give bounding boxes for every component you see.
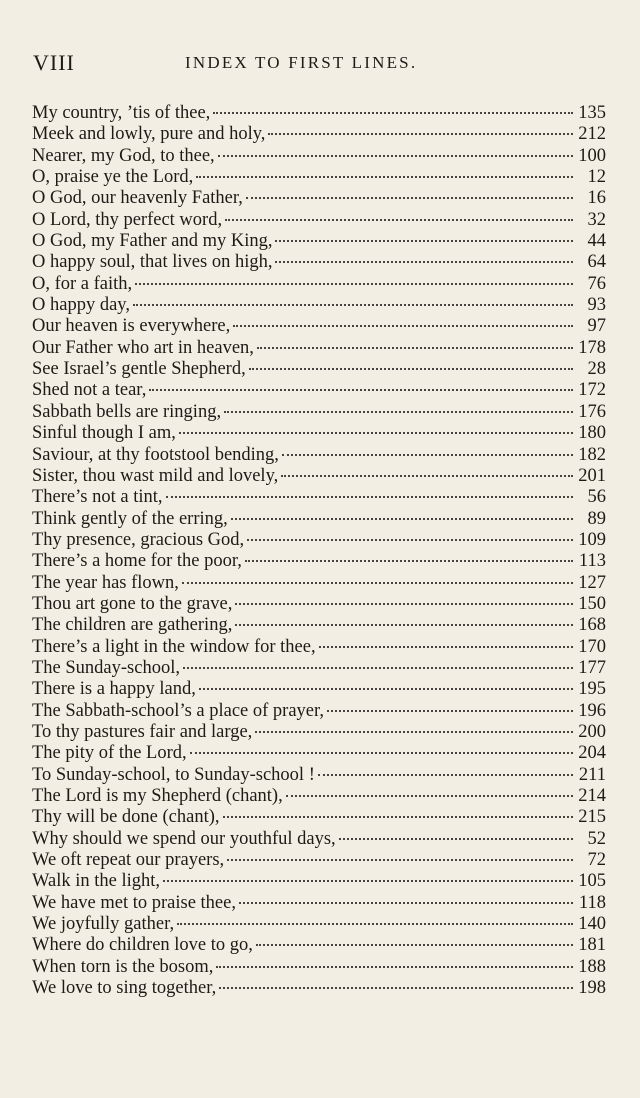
first-line-text: The pity of the Lord, [32, 743, 187, 764]
hymn-number: 113 [578, 551, 606, 572]
dot-leader [225, 218, 573, 221]
hymn-number: 28 [587, 359, 606, 380]
dot-leader [286, 794, 573, 797]
first-line-text: O, praise ye the Lord, [32, 167, 194, 188]
hymn-number: 172 [578, 380, 606, 401]
index-entry [32, 423, 606, 444]
hymn-number: 182 [578, 444, 606, 465]
first-line-text: Where do children love to go, [32, 935, 253, 956]
index-entry [32, 402, 606, 423]
first-line-text: The Sabbath-school’s a place of prayer, [32, 700, 325, 721]
running-title: INDEX TO FIRST LINES. [185, 53, 418, 72]
first-line-text: O God, our heavenly Father, [32, 188, 243, 209]
first-line-text: To Sunday-school, to Sunday-school ! [32, 764, 315, 785]
index-entry [32, 701, 606, 722]
index-entry [32, 978, 606, 999]
index-entry [32, 551, 606, 572]
first-line-text: O happy day, [32, 295, 130, 316]
dot-leader [339, 837, 573, 840]
index-entry [32, 103, 606, 124]
first-line-text: Nearer, my God, to thee, [32, 145, 215, 166]
dot-leader [255, 730, 573, 733]
first-line-text: Thy will be done (chant), [32, 807, 220, 828]
dot-leader [216, 965, 573, 968]
index-entry [32, 765, 606, 786]
first-line-text: Our Father who art in heaven, [32, 337, 254, 358]
dot-leader [183, 666, 573, 669]
index-entry [32, 679, 606, 700]
index-entry [32, 829, 606, 850]
hymn-number: 12 [587, 167, 606, 188]
hymn-number: 72 [587, 850, 606, 871]
dot-leader [239, 901, 573, 904]
dot-leader [246, 196, 573, 199]
first-line-text: Thou art gone to the grave, [32, 593, 233, 614]
hymn-number: 168 [578, 615, 606, 636]
dot-leader [281, 474, 573, 477]
dot-leader [319, 645, 573, 648]
dot-leader [235, 623, 573, 626]
page-number: VIII [33, 50, 75, 75]
index-entry [32, 295, 606, 316]
index-entry [32, 871, 606, 892]
dot-leader [163, 879, 573, 882]
first-line-text: Sinful though I am, [32, 423, 176, 444]
dot-leader [275, 260, 573, 263]
index-entry [32, 637, 606, 658]
hymn-number: 140 [578, 914, 606, 935]
index-entry [32, 573, 606, 594]
dot-leader [218, 154, 573, 157]
index-entry [32, 893, 606, 914]
dot-leader [190, 751, 573, 754]
first-line-text: To thy pastures fair and large, [32, 721, 253, 742]
first-line-text: O happy soul, that lives on high, [32, 252, 273, 273]
index-entry [32, 743, 606, 764]
first-line-text: Why should we spend our youthful days, [32, 828, 336, 849]
dot-leader [177, 922, 573, 925]
first-line-text: O God, my Father and my King, [32, 231, 273, 252]
first-line-text: There’s a light in the window for thee, [32, 636, 316, 657]
first-line-text: Sabbath bells are ringing, [32, 401, 222, 422]
dot-leader [327, 709, 573, 712]
first-line-text: The children are gathering, [32, 615, 233, 636]
index-entry [32, 530, 606, 551]
index-entry [32, 807, 606, 828]
hymn-number: 188 [578, 956, 606, 977]
index-entry [32, 316, 606, 337]
index-entry [32, 380, 606, 401]
first-line-text: Thy presence, gracious God, [32, 529, 245, 550]
hymn-number: 100 [578, 145, 606, 166]
dot-leader [166, 495, 574, 498]
dot-leader [213, 111, 573, 114]
hymn-number: 195 [578, 679, 606, 700]
dot-leader [199, 687, 573, 690]
hymn-number: 76 [587, 273, 606, 294]
index-entry [32, 914, 606, 935]
dot-leader [196, 175, 573, 178]
hymn-number: 178 [578, 337, 606, 358]
index-entry [32, 786, 606, 807]
first-line-text: The year has flown, [32, 572, 179, 593]
index-entry [32, 509, 606, 530]
first-line-text: Sister, thou wast mild and lovely, [32, 465, 279, 486]
hymn-number: 181 [578, 935, 606, 956]
hymn-number: 52 [587, 828, 606, 849]
dot-leader [233, 324, 573, 327]
hymn-number: 109 [578, 529, 606, 550]
index-entry [32, 445, 606, 466]
dot-leader [133, 303, 573, 306]
dot-leader [182, 581, 573, 584]
dot-leader [135, 282, 573, 285]
hymn-number: 177 [578, 657, 606, 678]
hymn-number: 56 [587, 487, 606, 508]
index-entry [32, 615, 606, 636]
index-entry [32, 850, 606, 871]
first-line-text: The Lord is my Shepherd (chant), [32, 786, 283, 806]
index-entry [32, 466, 606, 487]
first-line-text: The Sunday-school, [32, 657, 180, 678]
index-entry [32, 124, 606, 145]
hymn-number: 204 [578, 743, 606, 764]
hymn-number: 170 [578, 636, 606, 657]
first-line-text: Walk in the light, [32, 871, 160, 892]
dot-leader [224, 410, 573, 413]
hymn-number: 127 [578, 572, 606, 593]
hymn-number: 200 [578, 721, 606, 742]
hymn-number: 93 [587, 295, 606, 316]
index-entry [32, 935, 606, 956]
hymn-number: 180 [578, 423, 606, 444]
page-header [33, 50, 611, 76]
dot-leader [245, 559, 573, 562]
index-entry [32, 594, 606, 615]
index-entry [32, 210, 606, 231]
index-entry [32, 146, 606, 167]
hymn-number: 89 [587, 508, 606, 529]
first-line-text: Shed not a tear, [32, 380, 147, 401]
index-entry [32, 167, 606, 188]
hymn-number: 105 [578, 871, 606, 892]
index-entry [32, 957, 606, 978]
first-line-text: Think gently of the erring, [32, 508, 228, 529]
index-entry [32, 338, 606, 359]
first-line-text: My country, ’tis of thee, [32, 103, 211, 123]
first-line-text: We have met to praise thee, [32, 892, 236, 913]
index-entry [32, 188, 606, 209]
first-line-text: Saviour, at thy footstool bending, [32, 444, 279, 465]
dot-leader [149, 388, 573, 391]
index-entry [32, 487, 606, 508]
index-entry [32, 359, 606, 380]
hymn-number: 176 [578, 401, 606, 422]
hymn-number: 196 [578, 700, 606, 721]
first-line-text: When torn is the bosom, [32, 956, 214, 977]
hymn-number: 135 [578, 103, 606, 123]
dot-leader [219, 986, 573, 989]
first-line-text: There’s not a tint, [32, 487, 163, 508]
dot-leader [257, 346, 573, 349]
dot-leader [275, 239, 573, 242]
hymn-number: 64 [587, 252, 606, 273]
index-entry [32, 231, 606, 252]
first-line-text: We oft repeat our prayers, [32, 850, 225, 871]
first-line-text: We joyfully gather, [32, 914, 175, 935]
first-line-text: Meek and lowly, pure and holy, [32, 124, 266, 145]
hymn-number: 32 [587, 209, 606, 230]
hymn-number: 201 [578, 465, 606, 486]
dot-leader [282, 453, 573, 456]
first-line-text: O Lord, thy perfect word, [32, 209, 223, 230]
hymn-number: 214 [578, 786, 606, 806]
first-line-text: There is a happy land, [32, 679, 196, 700]
dot-leader [227, 858, 573, 861]
hymn-number: 212 [578, 124, 606, 145]
first-line-text: There’s a home for the poor, [32, 551, 242, 572]
first-line-text: Our heaven is everywhere, [32, 316, 231, 337]
first-lines-index [32, 103, 606, 999]
dot-leader [247, 538, 573, 541]
index-entry [32, 658, 606, 679]
index-entry [32, 274, 606, 295]
dot-leader [256, 943, 573, 946]
hymn-number: 97 [587, 316, 606, 337]
hymn-number: 118 [578, 892, 606, 913]
first-line-text: O, for a faith, [32, 273, 133, 294]
dot-leader [249, 367, 573, 370]
dot-leader [179, 431, 573, 434]
dot-leader [223, 815, 573, 818]
hymn-number: 211 [578, 764, 606, 785]
dot-leader [318, 773, 573, 776]
hymn-number: 16 [587, 188, 606, 209]
hymn-number: 44 [587, 231, 606, 252]
hymn-number: 150 [578, 593, 606, 614]
first-line-text: See Israel’s gentle Shepherd, [32, 359, 246, 380]
dot-leader [231, 517, 573, 520]
hymn-number: 215 [578, 807, 606, 828]
index-entry [32, 252, 606, 273]
dot-leader [268, 132, 573, 135]
first-line-text: We love to sing together, [32, 978, 217, 999]
dot-leader [235, 602, 573, 605]
index-entry [32, 722, 606, 743]
hymn-number: 198 [578, 978, 606, 999]
